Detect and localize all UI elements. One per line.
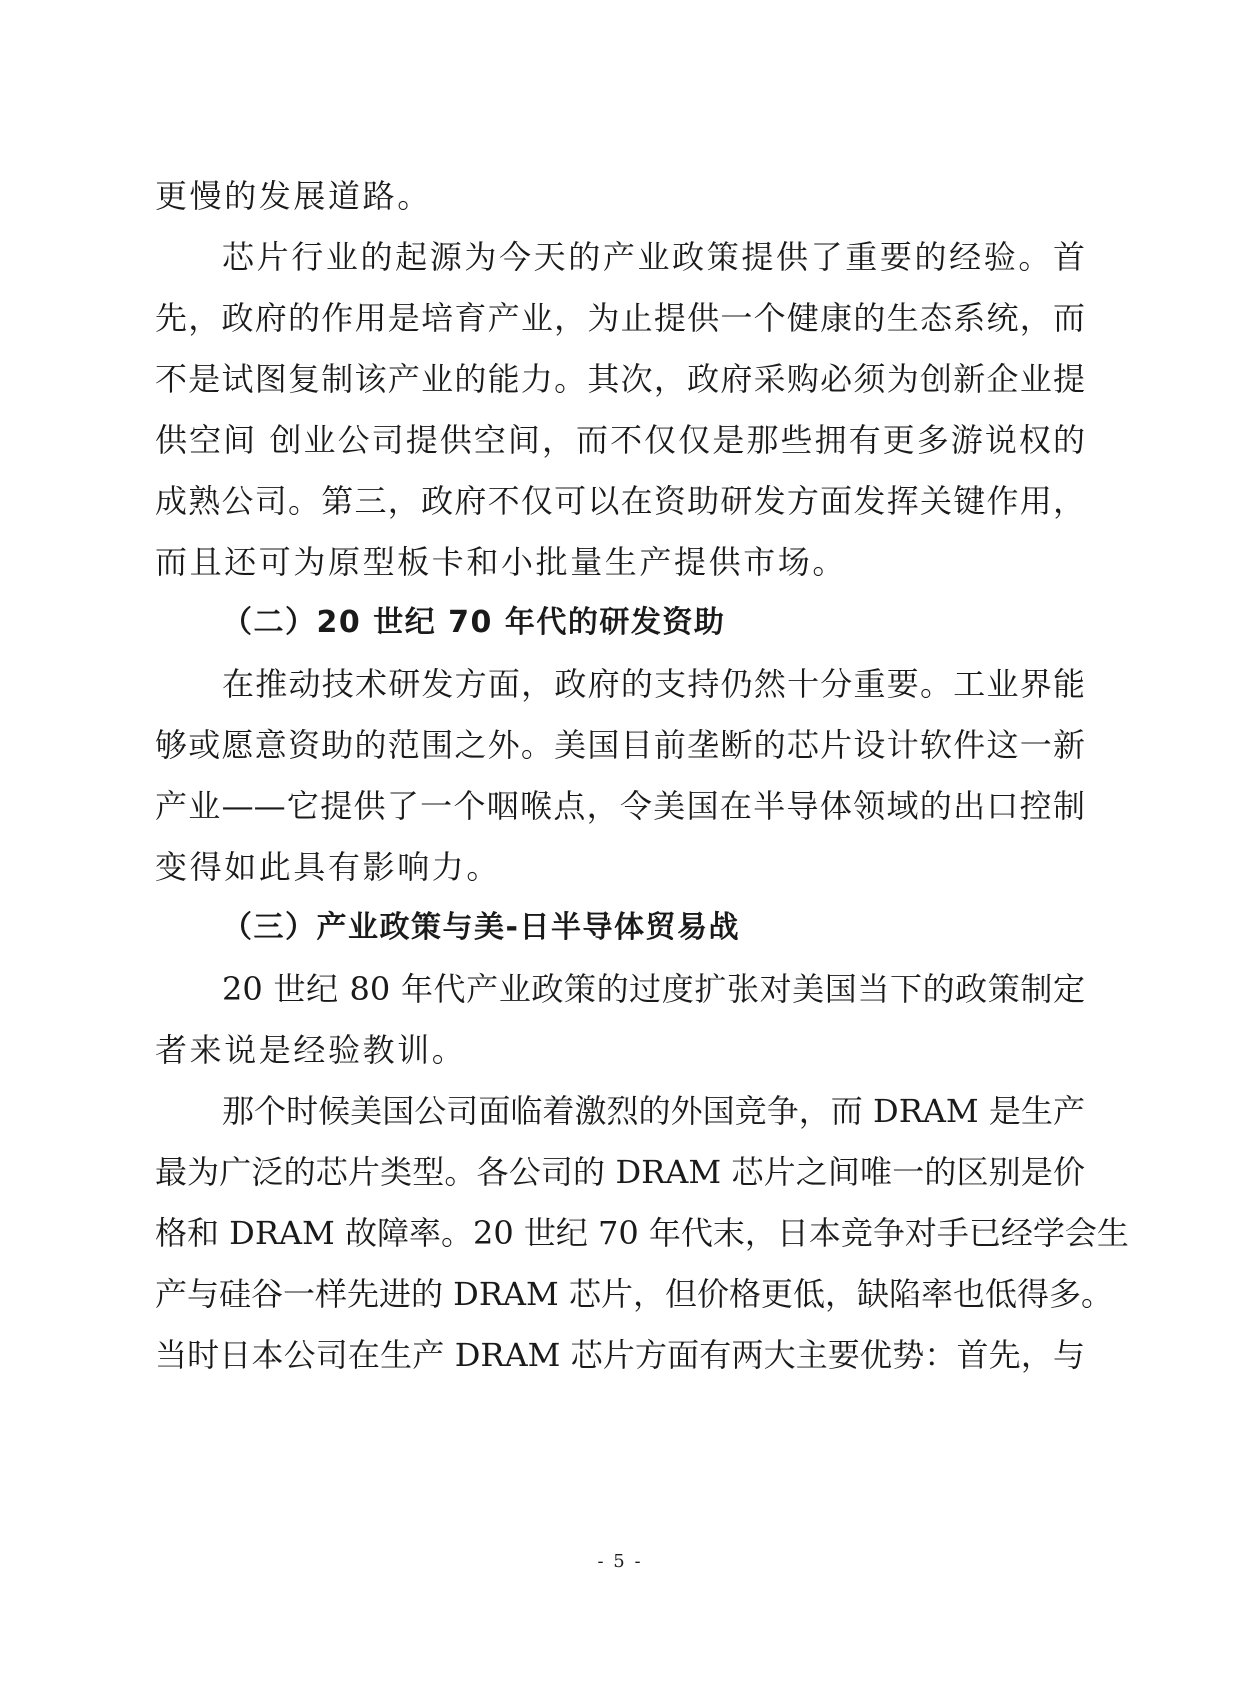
section-heading: （三）产业政策与美-日半导体贸易战 [222,910,740,945]
paragraph-line: 在推动技术研发方面，政府的支持仍然十分重要。工业界能 [222,665,1085,703]
section-heading: （二）20 世纪 70 年代的研发资助 [222,605,726,640]
paragraph-line: 成熟公司。第三，政府不仅可以在资助研发方面发挥关键作用， [155,482,1085,520]
paragraph-line: 芯片行业的起源为今天的产业政策提供了重要的经验。首 [222,238,1085,276]
paragraph-line: 者来说是经验教训。 [155,1031,467,1069]
paragraph-line: 那个时候美国公司面临着激烈的外国竞争，而 DRAM 是生产 [222,1092,1085,1130]
paragraph-line: 当时日本公司在生产 DRAM 芯片方面有两大主要优势：首先，与 [155,1336,1085,1374]
paragraph-line: 不是试图复制该产业的能力。其次，政府采购必须为创新企业提 [155,360,1085,398]
paragraph-line: 先，政府的作用是培育产业，为止提供一个健康的生态系统，而 [155,299,1085,337]
paragraph-line: 而且还可为原型板卡和小批量生产提供市场。 [155,543,848,581]
paragraph-line: 最为广泛的芯片类型。各公司的 DRAM 芯片之间唯一的区别是价 [155,1153,1085,1191]
paragraph-line: 20 世纪 80 年代产业政策的过度扩张对美国当下的政策制定 [222,970,1085,1008]
paragraph-line: 供空间 创业公司提供空间，而不仅仅是那些拥有更多游说权的 [155,421,1085,459]
paragraph-line: 更慢的发展道路。 [155,177,432,215]
paragraph-line: 格和 DRAM 故障率。20 世纪 70 年代末，日本竞争对手已经学会生 [155,1214,1129,1252]
paragraph-line: 变得如此具有影响力。 [155,848,502,886]
paragraph-line: 产与硅谷一样先进的 DRAM 芯片，但价格更低，缺陷率也低得多。 [155,1275,1113,1313]
paragraph-line: 够或愿意资助的范围之外。美国目前垄断的芯片设计软件这一新 [155,726,1085,764]
paragraph-line: 产业——它提供了一个咽喉点，令美国在半导体领域的出口控制 [155,787,1085,825]
page-number: - 5 - [597,1551,643,1572]
